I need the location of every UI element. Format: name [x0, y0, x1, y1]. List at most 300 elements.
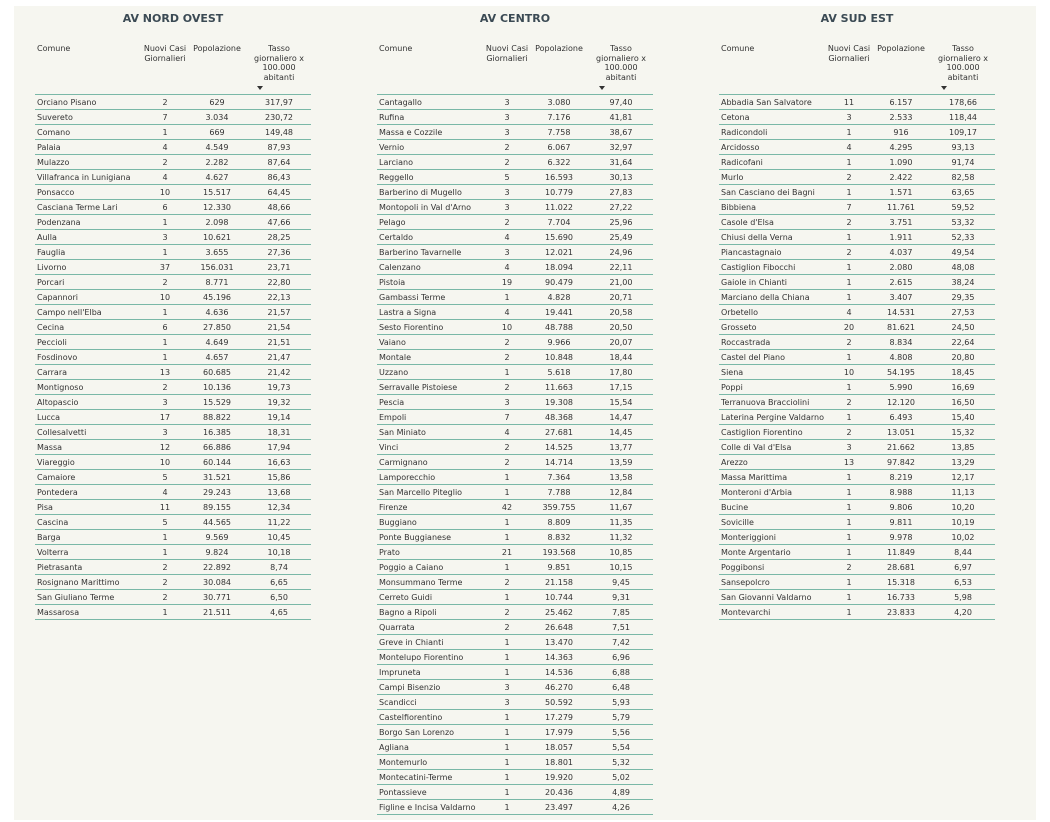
table-row	[35, 545, 311, 560]
cell-comune: Casole d'Elsa	[719, 215, 827, 230]
cell-tasso: 21,00	[589, 275, 653, 290]
table-row	[377, 350, 653, 365]
cell-comune: Orbetello	[719, 305, 827, 320]
cell-comune: Abbadia San Salvatore	[719, 95, 827, 110]
table-row	[377, 395, 653, 410]
cell-nuovi-casi: 3	[485, 245, 529, 260]
cell-nuovi-casi: 3	[485, 395, 529, 410]
header-tasso[interactable]	[931, 44, 995, 95]
cell-nuovi-casi: 1	[827, 290, 871, 305]
header-comune[interactable]: Comune	[377, 44, 485, 95]
page	[14, 6, 1036, 820]
cell-comune: Barga	[35, 530, 143, 545]
table-row	[35, 155, 311, 170]
cell-comune: Sovicille	[719, 515, 827, 530]
cell-popolazione: 97.842	[871, 455, 931, 470]
cell-comune: Scandicci	[377, 695, 485, 710]
table-row	[377, 785, 653, 800]
cell-popolazione: 7.364	[529, 470, 589, 485]
table-row	[719, 545, 995, 560]
cell-nuovi-casi: 10	[143, 290, 187, 305]
table-row	[719, 170, 995, 185]
cell-nuovi-casi: 4	[827, 140, 871, 155]
cell-comune: Calenzano	[377, 260, 485, 275]
table-row	[719, 350, 995, 365]
table-row	[719, 410, 995, 425]
table-row	[719, 200, 995, 215]
cell-tasso: 5,79	[589, 710, 653, 725]
cell-popolazione: 6.067	[529, 140, 589, 155]
cell-comune: Poggio a Caiano	[377, 560, 485, 575]
table-row	[377, 125, 653, 140]
header-popolazione[interactable]: Popolazione	[529, 44, 589, 95]
cell-nuovi-casi: 2	[485, 455, 529, 470]
cell-tasso: 87,93	[247, 140, 311, 155]
cell-tasso: 5,02	[589, 770, 653, 785]
table-row	[377, 680, 653, 695]
cell-comune: Pisa	[35, 500, 143, 515]
cell-comune: Montelupo Fiorentino	[377, 650, 485, 665]
cell-nuovi-casi: 1	[485, 290, 529, 305]
cell-comune: Pelago	[377, 215, 485, 230]
cell-tasso: 22,11	[589, 260, 653, 275]
table-row	[35, 515, 311, 530]
cell-popolazione: 5.990	[871, 380, 931, 395]
cell-comune: Porcari	[35, 275, 143, 290]
cell-tasso: 64,45	[247, 185, 311, 200]
cell-popolazione: 16.733	[871, 590, 931, 605]
header-tasso-label: Tasso giornaliero x 100.000 abitanti	[938, 44, 988, 82]
cell-nuovi-casi: 1	[827, 410, 871, 425]
cell-popolazione: 30.771	[187, 590, 247, 605]
cell-popolazione: 8.771	[187, 275, 247, 290]
cell-popolazione: 89.155	[187, 500, 247, 515]
cell-nuovi-casi: 2	[827, 170, 871, 185]
cell-popolazione: 156.031	[187, 260, 247, 275]
cell-comune: Altopascio	[35, 395, 143, 410]
cell-tasso: 87,64	[247, 155, 311, 170]
cell-tasso: 27,53	[931, 305, 995, 320]
cell-popolazione: 16.593	[529, 170, 589, 185]
cell-nuovi-casi: 4	[485, 260, 529, 275]
table-row	[377, 740, 653, 755]
cell-comune: Cerreto Guidi	[377, 590, 485, 605]
cell-popolazione: 9.966	[529, 335, 589, 350]
cell-nuovi-casi: 1	[827, 545, 871, 560]
cell-popolazione: 2.422	[871, 170, 931, 185]
cell-tasso: 19,14	[247, 410, 311, 425]
cell-tasso: 11,67	[589, 500, 653, 515]
cell-nuovi-casi: 2	[143, 560, 187, 575]
header-popolazione[interactable]: Popolazione	[871, 44, 931, 95]
table-row	[35, 170, 311, 185]
cell-tasso: 6,96	[589, 650, 653, 665]
table-row	[377, 245, 653, 260]
cell-tasso: 5,98	[931, 590, 995, 605]
cell-tasso: 12,17	[931, 470, 995, 485]
cell-tasso: 24,50	[931, 320, 995, 335]
cell-comune: Reggello	[377, 170, 485, 185]
cell-tasso: 19,32	[247, 395, 311, 410]
table-row	[377, 560, 653, 575]
cell-comune: Terranuova Bracciolini	[719, 395, 827, 410]
cell-nuovi-casi: 4	[143, 170, 187, 185]
cell-nuovi-casi: 3	[485, 680, 529, 695]
table-row	[377, 710, 653, 725]
cell-nuovi-casi: 3	[485, 95, 529, 110]
cell-popolazione: 25.462	[529, 605, 589, 620]
table-row	[35, 590, 311, 605]
cell-popolazione: 8.219	[871, 470, 931, 485]
table-row	[35, 500, 311, 515]
cell-comune: Montopoli in Val d'Arno	[377, 200, 485, 215]
cell-tasso: 13,85	[931, 440, 995, 455]
header-tasso[interactable]	[247, 44, 311, 95]
cell-comune: Pontassieve	[377, 785, 485, 800]
cell-comune: Cantagallo	[377, 95, 485, 110]
cell-comune: Ponsacco	[35, 185, 143, 200]
cell-tasso: 10,18	[247, 545, 311, 560]
cell-nuovi-casi: 2	[485, 155, 529, 170]
cell-tasso: 28,25	[247, 230, 311, 245]
cell-nuovi-casi: 1	[485, 800, 529, 815]
table-row	[719, 320, 995, 335]
header-nuovi-casi[interactable]: Nuovi Casi Giornalieri	[143, 44, 187, 95]
header-tasso-label: Tasso giornaliero x 100.000 abitanti	[596, 44, 646, 82]
cell-nuovi-casi: 4	[485, 305, 529, 320]
table-row	[719, 305, 995, 320]
cell-nuovi-casi: 37	[143, 260, 187, 275]
cell-nuovi-casi: 13	[143, 365, 187, 380]
cell-comune: Quarrata	[377, 620, 485, 635]
table-body	[377, 95, 653, 815]
cell-nuovi-casi: 2	[143, 95, 187, 110]
cell-comune: Cetona	[719, 110, 827, 125]
cell-popolazione: 9.806	[871, 500, 931, 515]
table-row	[35, 350, 311, 365]
cell-nuovi-casi: 4	[485, 230, 529, 245]
cell-tasso: 7,42	[589, 635, 653, 650]
cell-comune: Viareggio	[35, 455, 143, 470]
cell-comune: Carmignano	[377, 455, 485, 470]
cell-nuovi-casi: 3	[485, 200, 529, 215]
cell-tasso: 21,57	[247, 305, 311, 320]
data-table	[377, 44, 653, 815]
header-comune[interactable]: Comune	[35, 44, 143, 95]
cell-popolazione: 10.621	[187, 230, 247, 245]
sort-desc-icon[interactable]	[599, 86, 605, 90]
cell-popolazione: 9.569	[187, 530, 247, 545]
cell-comune: Fosdinovo	[35, 350, 143, 365]
table-row	[35, 95, 311, 110]
cell-tasso: 20,71	[589, 290, 653, 305]
cell-popolazione: 7.704	[529, 215, 589, 230]
cell-nuovi-casi: 6	[143, 200, 187, 215]
cell-comune: Podenzana	[35, 215, 143, 230]
cell-comune: Collesalvetti	[35, 425, 143, 440]
cell-popolazione: 19.308	[529, 395, 589, 410]
cell-nuovi-casi: 1	[485, 470, 529, 485]
cell-tasso: 11,13	[931, 485, 995, 500]
cell-popolazione: 14.525	[529, 440, 589, 455]
table-row	[35, 335, 311, 350]
header-nuovi-casi[interactable]: Nuovi Casi Giornalieri	[485, 44, 529, 95]
table-row	[35, 140, 311, 155]
cell-nuovi-casi: 1	[485, 515, 529, 530]
cell-tasso: 18,31	[247, 425, 311, 440]
cell-nuovi-casi: 2	[485, 380, 529, 395]
cell-popolazione: 10.848	[529, 350, 589, 365]
cell-tasso: 5,93	[589, 695, 653, 710]
cell-nuovi-casi: 1	[485, 785, 529, 800]
cell-comune: Fauglia	[35, 245, 143, 260]
table-row	[719, 470, 995, 485]
table-row	[377, 320, 653, 335]
cell-comune: Empoli	[377, 410, 485, 425]
cell-popolazione: 2.282	[187, 155, 247, 170]
cell-tasso: 19,73	[247, 380, 311, 395]
table-row	[719, 440, 995, 455]
cell-tasso: 7,51	[589, 620, 653, 635]
cell-tasso: 17,94	[247, 440, 311, 455]
cell-nuovi-casi: 12	[143, 440, 187, 455]
cell-comune: Arcidosso	[719, 140, 827, 155]
cell-comune: Barberino di Mugello	[377, 185, 485, 200]
cell-popolazione: 6.322	[529, 155, 589, 170]
table-row	[719, 395, 995, 410]
cell-tasso: 15,86	[247, 470, 311, 485]
cell-popolazione: 1.090	[871, 155, 931, 170]
cell-tasso: 49,54	[931, 245, 995, 260]
cell-comune: Peccioli	[35, 335, 143, 350]
cell-tasso: 109,17	[931, 125, 995, 140]
cell-popolazione: 8.988	[871, 485, 931, 500]
cell-tasso: 13,59	[589, 455, 653, 470]
cell-popolazione: 27.850	[187, 320, 247, 335]
cell-popolazione: 27.681	[529, 425, 589, 440]
cell-nuovi-casi: 1	[827, 350, 871, 365]
table-row	[35, 305, 311, 320]
cell-comune: Prato	[377, 545, 485, 560]
cell-popolazione: 2.533	[871, 110, 931, 125]
cell-popolazione: 17.279	[529, 710, 589, 725]
table-row	[35, 320, 311, 335]
cell-popolazione: 8.832	[529, 530, 589, 545]
cell-nuovi-casi: 2	[485, 350, 529, 365]
cell-tasso: 21,54	[247, 320, 311, 335]
cell-popolazione: 14.714	[529, 455, 589, 470]
table-row	[377, 185, 653, 200]
cell-tasso: 9,31	[589, 590, 653, 605]
cell-tasso: 10,85	[589, 545, 653, 560]
cell-popolazione: 6.157	[871, 95, 931, 110]
cell-comune: Impruneta	[377, 665, 485, 680]
table-row	[719, 575, 995, 590]
cell-comune: Campo nell'Elba	[35, 305, 143, 320]
cell-popolazione: 29.243	[187, 485, 247, 500]
cell-tasso: 317,97	[247, 95, 311, 110]
cell-tasso: 86,43	[247, 170, 311, 185]
cell-comune: Borgo San Lorenzo	[377, 725, 485, 740]
cell-popolazione: 26.648	[529, 620, 589, 635]
cell-comune: San Miniato	[377, 425, 485, 440]
table-row	[377, 380, 653, 395]
cell-popolazione: 4.295	[871, 140, 931, 155]
cell-comune: Larciano	[377, 155, 485, 170]
cell-comune: Casciana Terme Lari	[35, 200, 143, 215]
cell-comune: Piancastagnaio	[719, 245, 827, 260]
cell-comune: Monsummano Terme	[377, 575, 485, 590]
cell-popolazione: 17.979	[529, 725, 589, 740]
cell-tasso: 10,45	[247, 530, 311, 545]
cell-tasso: 12,34	[247, 500, 311, 515]
cell-popolazione: 9.811	[871, 515, 931, 530]
cell-tasso: 6,97	[931, 560, 995, 575]
cell-nuovi-casi: 2	[143, 275, 187, 290]
header-popolazione[interactable]: Popolazione	[187, 44, 247, 95]
cell-tasso: 17,80	[589, 365, 653, 380]
cell-nuovi-casi: 3	[143, 395, 187, 410]
cell-nuovi-casi: 1	[827, 530, 871, 545]
cell-tasso: 14,47	[589, 410, 653, 425]
cell-comune: Bibbiena	[719, 200, 827, 215]
cell-popolazione: 4.037	[871, 245, 931, 260]
header-nuovi-casi[interactable]: Nuovi Casi Giornalieri	[827, 44, 871, 95]
table-row	[35, 380, 311, 395]
cell-comune: Gaiole in Chianti	[719, 275, 827, 290]
cell-tasso: 63,65	[931, 185, 995, 200]
cell-nuovi-casi: 1	[485, 755, 529, 770]
table-row	[35, 560, 311, 575]
cell-popolazione: 2.080	[871, 260, 931, 275]
cell-nuovi-casi: 2	[143, 575, 187, 590]
cell-nuovi-casi: 1	[143, 215, 187, 230]
table-row	[719, 275, 995, 290]
cell-nuovi-casi: 2	[485, 575, 529, 590]
cell-tasso: 4,20	[931, 605, 995, 620]
cell-nuovi-casi: 1	[485, 485, 529, 500]
panel-title: AV CENTRO	[479, 12, 551, 25]
cell-popolazione: 10.136	[187, 380, 247, 395]
cell-popolazione: 3.655	[187, 245, 247, 260]
cell-nuovi-casi: 1	[143, 530, 187, 545]
cell-popolazione: 48.788	[529, 320, 589, 335]
cell-popolazione: 4.808	[871, 350, 931, 365]
cell-tasso: 6,53	[931, 575, 995, 590]
cell-tasso: 29,35	[931, 290, 995, 305]
cell-tasso: 23,71	[247, 260, 311, 275]
table-row	[719, 605, 995, 620]
cell-comune: Montignoso	[35, 380, 143, 395]
table-row	[719, 140, 995, 155]
cell-comune: Castel del Piano	[719, 350, 827, 365]
cell-nuovi-casi: 2	[485, 605, 529, 620]
table-row	[377, 335, 653, 350]
cell-nuovi-casi: 3	[485, 125, 529, 140]
cell-nuovi-casi: 7	[143, 110, 187, 125]
cell-comune: Capannori	[35, 290, 143, 305]
cell-popolazione: 11.022	[529, 200, 589, 215]
data-table	[35, 44, 311, 620]
cell-tasso: 20,80	[931, 350, 995, 365]
cell-nuovi-casi: 1	[485, 725, 529, 740]
cell-comune: San Giovanni Valdarno	[719, 590, 827, 605]
cell-tasso: 8,74	[247, 560, 311, 575]
table-row	[35, 260, 311, 275]
table-row	[35, 215, 311, 230]
cell-popolazione: 7.788	[529, 485, 589, 500]
cell-popolazione: 4.636	[187, 305, 247, 320]
cell-popolazione: 10.779	[529, 185, 589, 200]
cell-tasso: 10,02	[931, 530, 995, 545]
cell-popolazione: 12.120	[871, 395, 931, 410]
sort-desc-icon[interactable]	[257, 86, 263, 90]
header-comune[interactable]: Comune	[719, 44, 827, 95]
cell-nuovi-casi: 1	[143, 305, 187, 320]
table-row	[719, 500, 995, 515]
cell-comune: Livorno	[35, 260, 143, 275]
cell-nuovi-casi: 1	[143, 350, 187, 365]
cell-comune: Massa	[35, 440, 143, 455]
cell-comune: Lucca	[35, 410, 143, 425]
table-row	[377, 590, 653, 605]
cell-nuovi-casi: 1	[485, 635, 529, 650]
cell-popolazione: 15.318	[871, 575, 931, 590]
cell-tasso: 11,22	[247, 515, 311, 530]
header-tasso[interactable]	[589, 44, 653, 95]
cell-tasso: 27,83	[589, 185, 653, 200]
cell-tasso: 6,65	[247, 575, 311, 590]
cell-comune: Volterra	[35, 545, 143, 560]
cell-tasso: 11,35	[589, 515, 653, 530]
panel-title: AV NORD OVEST	[122, 12, 224, 25]
table-row	[719, 380, 995, 395]
table-row	[35, 200, 311, 215]
cell-popolazione: 7.758	[529, 125, 589, 140]
cell-popolazione: 9.824	[187, 545, 247, 560]
cell-tasso: 10,15	[589, 560, 653, 575]
cell-nuovi-casi: 1	[827, 470, 871, 485]
sort-desc-icon[interactable]	[941, 86, 947, 90]
cell-comune: San Marcello Piteglio	[377, 485, 485, 500]
cell-popolazione: 1.911	[871, 230, 931, 245]
cell-comune: Pietrasanta	[35, 560, 143, 575]
cell-comune: Grosseto	[719, 320, 827, 335]
cell-popolazione: 14.536	[529, 665, 589, 680]
cell-tasso: 24,96	[589, 245, 653, 260]
cell-comune: Campi Bisenzio	[377, 680, 485, 695]
table-row	[377, 515, 653, 530]
cell-nuovi-casi: 2	[143, 155, 187, 170]
table-row	[719, 455, 995, 470]
cell-tasso: 20,58	[589, 305, 653, 320]
cell-popolazione: 23.497	[529, 800, 589, 815]
cell-nuovi-casi: 2	[143, 590, 187, 605]
cell-comune: Cascina	[35, 515, 143, 530]
cell-comune: Pontedera	[35, 485, 143, 500]
cell-nuovi-casi: 1	[485, 560, 529, 575]
cell-nuovi-casi: 3	[143, 230, 187, 245]
cell-nuovi-casi: 1	[143, 605, 187, 620]
cell-comune: Ponte Buggianese	[377, 530, 485, 545]
table-row	[377, 755, 653, 770]
cell-nuovi-casi: 20	[827, 320, 871, 335]
table-row	[35, 125, 311, 140]
cell-tasso: 91,74	[931, 155, 995, 170]
cell-nuovi-casi: 10	[143, 455, 187, 470]
cell-tasso: 59,52	[931, 200, 995, 215]
cell-nuovi-casi: 1	[827, 575, 871, 590]
